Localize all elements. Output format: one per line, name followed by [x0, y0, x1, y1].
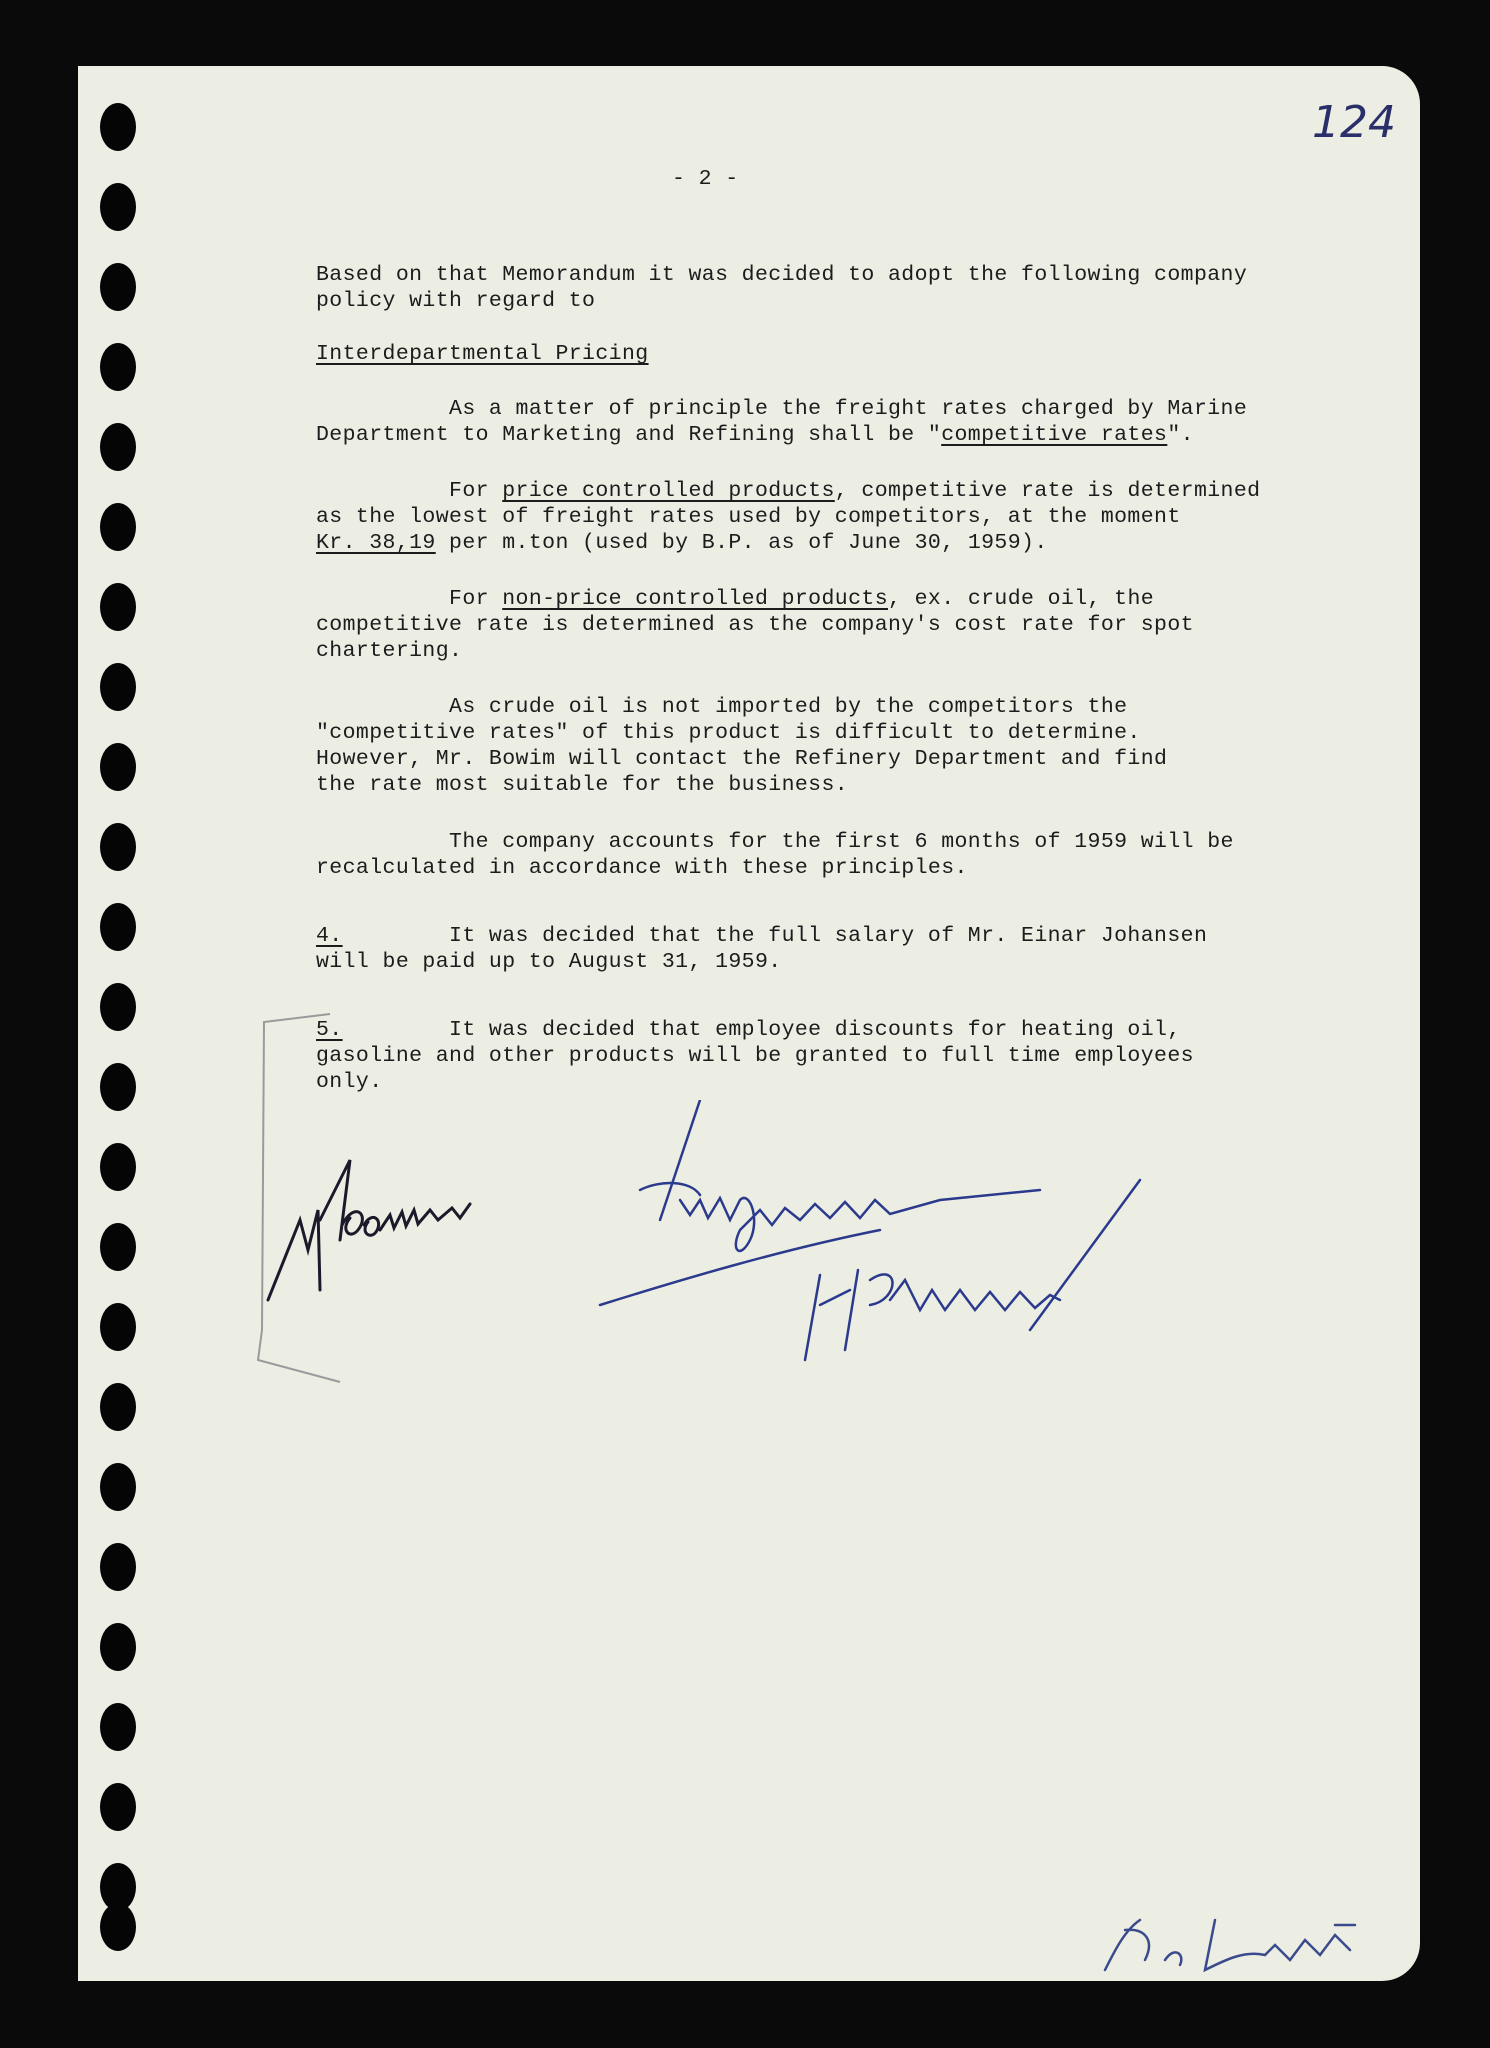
section-heading: Interdepartmental Pricing [316, 342, 649, 366]
item-5-line-2: gasoline and other products will be granted to full time employees [316, 1044, 1194, 1068]
item-5-line-1: 5. It was decided that employee discounts for heating oil, [316, 1018, 1181, 1042]
binder-hole [100, 423, 136, 471]
signature-bowim [268, 1160, 470, 1300]
signatures [260, 1100, 1160, 1370]
binder-hole [100, 1783, 136, 1831]
paragraph-line: For non-price controlled products, ex. crude oil, the [316, 587, 1155, 611]
binder-hole [100, 503, 136, 551]
binder-hole [100, 1903, 136, 1951]
binder-hole [100, 583, 136, 631]
binder-hole [100, 663, 136, 711]
item-4-line-2: will be paid up to August 31, 1959. [316, 950, 782, 974]
paragraph-line: as the lowest of freight rates used by competitors, at the moment [316, 505, 1181, 529]
binder-hole [100, 103, 136, 151]
paragraph-line: However, Mr. Bowim will contact the Refinery Department and find [316, 747, 1168, 771]
item-4-line-1: 4. It was decided that the full salary of Mr. Einar Johansen [316, 924, 1208, 948]
initials-mark [1095, 1900, 1385, 1990]
binder-hole [100, 183, 136, 231]
paragraph-line: recalculated in accordance with these principles. [316, 856, 968, 880]
item-5-line-3: only. [316, 1070, 383, 1094]
paragraph-line: For price controlled products, competitive rate is determined [316, 479, 1261, 503]
binder-hole [100, 1703, 136, 1751]
paragraph-line: the rate most suitable for the business. [316, 773, 849, 797]
page-number: - 2 - [672, 167, 739, 191]
paragraph-line: As a matter of principle the freight rates charged by Marine [316, 397, 1248, 421]
binder-hole [100, 1143, 136, 1191]
binder-hole [100, 1063, 136, 1111]
binder-hole [100, 903, 136, 951]
binder-hole [100, 343, 136, 391]
binder-hole [100, 743, 136, 791]
binder-hole [100, 1383, 136, 1431]
intro-line-2: policy with regard to [316, 289, 596, 313]
paragraph-line: competitive rate is determined as the company's cost rate for spot [316, 613, 1194, 637]
folio-number: 124 [1312, 97, 1396, 148]
binder-hole [100, 1303, 136, 1351]
paragraph-line: Department to Marketing and Refining shall be "competitive rates". [316, 423, 1194, 447]
intro-line-1: Based on that Memorandum it was decided to adopt the following company [316, 263, 1248, 287]
binder-hole [100, 1623, 136, 1671]
paragraph-line: "competitive rates" of this product is difficult to determine. [316, 721, 1141, 745]
paragraph-line: As crude oil is not imported by the competitors the [316, 695, 1128, 719]
paragraph-line: Kr. 38,19 per m.ton (used by B.P. as of June 30, 1959). [316, 531, 1048, 555]
paragraph-line: chartering. [316, 639, 463, 663]
binder-hole [100, 1463, 136, 1511]
signature-galloway [805, 1180, 1140, 1360]
binder-hole [100, 263, 136, 311]
paragraph-line: The company accounts for the first 6 months of 1959 will be [316, 830, 1234, 854]
binder-hole [100, 823, 136, 871]
binder-hole [100, 1543, 136, 1591]
binder-hole [100, 983, 136, 1031]
binder-hole [100, 1223, 136, 1271]
